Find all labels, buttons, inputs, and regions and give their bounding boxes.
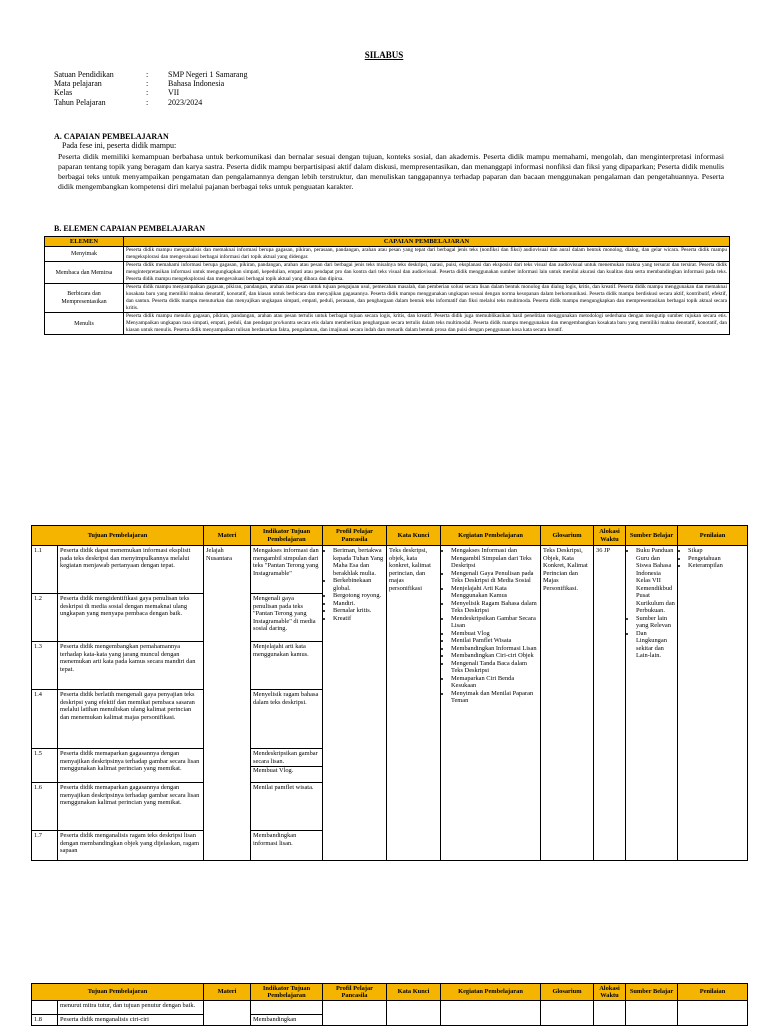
indikator-text: Menjelajahi arti kata menggunakan kamus. [253,643,309,658]
header-profil: Profil Pelajar Pancasila [323,526,387,546]
indikator-text: Mengenali gaya penulisan pada teks "Pantan Terong yang Instagramable" di media sosial daring. [253,595,316,632]
info-label: Kelas [54,88,73,98]
info-separator: : [146,79,149,89]
indikator-text: Membandingkan informasi lisan. [253,832,297,847]
kegiatan-item: • Mengenali Tanda Baca dalam Teks Deskripsi [451,660,538,675]
alokasi-text: 36 JP [594,546,626,861]
section-b-heading: B. ELEMEN CAPAIAN PEMBELAJARAN [54,224,205,233]
header-tujuan: Tujuan Pembelajaran [32,984,204,1001]
sumber-item: • Dan Lingkungan sekitar dan Lain-lain. [636,630,675,660]
info-value: VII [168,88,180,98]
indikator-text: Mendeskripsikan gambar secara lisan. [253,750,318,765]
indikator-cell [251,783,323,831]
profil-cell [323,546,387,861]
profil-item: • Bergotong royong. [333,592,384,600]
info-value: Bahasa Indonesia [168,79,225,89]
tujuan-text: Peserta didik mengidentifikasi gaya penulisan teks deskripsi di media sosial dengan memaknai ulang ungkapan yang menyapa pembaca dengan baik. [58,594,204,642]
tujuan-row [32,546,748,594]
sumber-item: • Buku Panduan Guru dan Siswa Bahasa Indonesia Kelas VII Kemendikbud Pusat Kurikulum dan Perbukuan. [636,547,675,615]
indikator-text: Mengakses informasi dan mengambil simpulan dari teks "Pantan Terong yang Instagramable" [253,547,319,577]
sumber-cell [626,546,678,861]
tujuan-no: 1.2 [32,594,58,642]
info-separator: : [146,70,149,79]
header-profil: Profil Pelajar Pancasila [323,984,387,1001]
capaian-text: Peserta didik mampu menganalisis dan memaknai informasi berupa gagasan, pikiran, perasaan, pandangan, arahan atau pesan yang tepat dari berbagai jenis teks (nonfiksi dan fiksi) audiovisual dan aural dalam bentuk monolog, dialog, dan gelar wicara. Peserta didik mampu mengeksplorasi dan mengevaluasi berbagai informasi dari topik aktual yang didengar. [124,247,730,262]
elemen-row [45,284,730,313]
kegiatan-item: • Menyimak dan Menilai Paparan Teman [451,690,538,705]
indikator-text: Menyelisik ragam bahasa dalam teks deskripsi. [253,691,319,706]
sumber-list [628,547,675,660]
header-kegiatan: Kegiatan Pembelajaran [441,526,541,546]
tujuan-no: 1.1 [32,546,58,594]
kegiatan-item: • Mendeskripsikan Gambar Secara Lisan [451,615,538,630]
glosarium-text: Teks Deskripsi, Objek, Kata Konkret, Kalimat Perincian dan Majas Personifikasi. [541,546,594,861]
kata-kunci-text: Teks deskripsi, objek, kata konkret, kalimat perincian, dan majas personifikasi [387,546,441,861]
profil-item: • Beriman, bertakwa kepada Tuhan Yang Maha Esa dan berakhlak mulia. [333,547,384,577]
elemen-row [45,262,730,284]
tujuan-no: 1.8 [32,1015,58,1026]
info-separator: : [146,88,149,98]
elemen-name: Berbicara dan Mempresentasikan [45,284,124,313]
tujuan-no: 1.6 [32,783,58,831]
sumber-item: • Sumber lain yang Relevan [636,615,675,630]
elemen-row [45,247,730,262]
kegiatan-list [443,547,538,705]
header-materi: Materi [204,526,251,546]
header-kegiatan: Kegiatan Pembelajaran [441,984,541,1001]
capaian-text: Peserta didik mampu menulis gagasan, pikiran, pandangan, arahan atau pesan tertulis untuk berbagai tujuan secara logis, kritis, dan kreatif. Peserta didik juga memublikasikan hasil penelitian menggunakan metodologi sederhana dengan mengutip sumber rujukan secara etis. Menyampaikan ungkapan rasa simpati, empati, peduli, dan pendapat pro/kontra secara etis dalam memberikan penghargaan secara tertulis dalam teks multimodal. Peserta didik mampu menggunakan dan mengembangkan kosakata baru yang memiliki makna denotatif, konotatif, dan kiasan untuk menulis. Peserta didik menyampaikan tulisan berdasarkan fakta, pengalaman, dan imajinasi secara indah dan menarik dalam bentuk prosa dan puisi dengan penggunaan kosa kata secara kreatif. [124,313,730,335]
header-indikator: Indikator Tujuan Pembelajaran [251,526,323,546]
penilaian-item: • Sikap [688,547,745,555]
section-a-body: Peserta didik memiliki kemampuan berbahasa untuk berkomunikasi dan bernalar sesuai dengan tujuan, konteks sosial, dan akademis. Peserta didik mampu memahami, mengolah, dan menginterpretasi informasi paparan tentang topik yang beragam dan karya sastra. Peserta didik mampu berpartisipasi aktif dalam diskusi, mempresentasikan, dan menanggapi informasi nonfiksi dan fiksi yang dipaparkan; Peserta didik menulis berbagai teks untuk menyampaikan pengamatan dan pengalamannya dengan lebih terstruktur, dan menuliskan tanggapannya terhadap paparan dan bacaan menggunakan pengalaman dan pengetahuannya. Peserta didik mengembangkan kompetensi diri melalui pajanan berbagai teks untuk penguatan karakter. [58,152,724,191]
indikator-cell [251,642,323,690]
indikator-cell [251,749,323,783]
header-penilaian: Penilaian [678,984,748,1001]
tujuan-text: Peserta didik dapat menemukan informasi eksplisit pada teks deskripsi dan menyimpulkannya melalui kegiatan menjawab pertanyaan dengan tepat. [58,546,204,594]
tujuan-no: 1.4 [32,690,58,749]
indikator-text: Membandingkan [251,1015,323,1026]
penilaian-item: • Keterampilan [688,562,745,570]
indikator-cell [251,546,323,594]
kegiatan-item: • Menjelajahi Arti Kata Menggunakan Kamus [451,585,538,600]
elemen-name: Membaca dan Memirsa [45,262,124,284]
materi-text: Jelajah Nusantara [204,546,251,861]
capaian-text: Peserta didik memahami informasi berupa gagasan, pikiran, pandangan, arahan atau pesan dari berbagai jenis teks misalnya teks deskripsi, narasi, puisi, eksplanasi dan eksposisi dari teks visual dan audiovisual untuk menemukan makna yang tersurat dan tersirat. Peserta didik menginterpretasikan informasi untuk mengungkapkan simpati, kepedulian, empati atau pendapat pro dan kontra dari teks visual dan audiovisual. Peserta didik menggunakan sumber informasi lain untuk menilai akurasi dan kualitas data serta membandingkan informasi pada teks. Peserta didik mampu mengeksplorasi dan mengevaluasi berbagai topik aktual yang dibaca dan dipirsa. [124,262,730,284]
header-indikator: Indikator Tujuan Pembelajaran [251,984,323,1001]
tujuan-cont-text: menurut mitra tutur, dan tujuan penutur dengan baik. [58,1001,204,1015]
info-row [54,70,247,79]
kegiatan-item: • Membandingkan Informasi Lisan [451,645,538,653]
info-row [54,98,247,107]
kegiatan-item: • Mengenali Gaya Penulisan pada Teks Deskripsi di Media Sosial [451,570,538,585]
penilaian-item: • Pengetahuan [688,555,745,563]
syllabus-table-continued [31,983,748,1026]
kegiatan-item: • Membandingkan Ciri-ciri Objek [451,652,538,660]
indikator-cell [251,690,323,749]
page-title: SILABUS [364,50,404,60]
section-a-intro: Pada fese ini, peserta didik mampu: [62,141,177,150]
header-glosarium: Glosarium [541,984,594,1001]
indikator-text: Membuat Vlog. [251,766,322,775]
elemen-name: Menulis [45,313,124,335]
header-tujuan: Tujuan Pembelajaran [32,526,204,546]
tujuan-no: 1.3 [32,642,58,690]
syllabus-table [31,525,748,861]
profil-item: • Kreatif [333,615,384,623]
penilaian-list [680,547,745,570]
info-block [54,70,247,107]
header-capaian: CAPAIAN PEMBELAJARAN [124,237,730,247]
header-penilaian: Penilaian [678,526,748,546]
header-sumber: Sumber Belajar [626,984,678,1001]
info-row [54,88,247,97]
elemen-name: Menyimak [45,247,124,262]
indikator-text: Menilai pamflet wisata. [253,784,314,791]
indikator-cell [251,831,323,861]
info-label: Mata pelajaran [54,79,102,89]
info-row [54,79,247,88]
kegiatan-item: • Memaparkan Ciri Benda Kesukaan [451,675,538,690]
tujuan-text: Peserta didik menganalisis ragam teks deskripsi lisan dengan membandingkan objek yang dijelaskan, ragam sapaan [58,831,204,861]
indikator-cell [251,594,323,642]
header-kata-kunci: Kata Kunci [387,526,441,546]
tujuan-text: Peserta didik berlatih mengenali gaya penyajian teks deskripsi yang efektif dan memikat pembaca sasaran melalui latihan menuliskan ulang kalimat perincian dan menemukan kalimat majas personifikasi. [58,690,204,749]
header-alokasi: Alokasi Waktu [594,984,626,1001]
header-glosarium: Glosarium [541,526,594,546]
profil-item: • Mandiri. [333,600,384,608]
info-label: Satuan Pendidikan [54,70,114,79]
kegiatan-item: • Mengakses Informasi dan Mengambil Simpulan dari Teks Deskripsi [451,547,538,570]
kegiatan-item: • Menyelisik Ragam Bahasa dalam Teks Deskripsi [451,600,538,615]
capaian-text: Peserta didik mampu menyampaikan gagasan, pikiran, pandangan, arahan atau pesan untuk tujuan pengajuan usul, pemecahan masalah, dan pemberian solusi secara lisan dalam bentuk monolog dan dialog logis, kritis, dan kreatif. Peserta didik mampu menggunakan dan memaknai kosakata baru yang memiliki makna denotatif, konotatif, dan kiasan untuk berbicara dan menyajikan gagasannya. Peserta didik mampu menggunakan ungkapan sesuai dengan norma kesopanan dalam berkomunikasi. Peserta didik mampu berdiskusi secara aktif, kontributif, efektif, dan santun. Peserta didik mampu menuturkan dan menyajikan ungkapan simpati, empati, peduli, perasaan, dan penghargaan dalam bentuk teks informatif dan fiksi melalui teks multimoda. Peserta didik mampu mengungkapkan dan mempresentasikan berbagai topik aktual secara kritis. [124,284,730,313]
profil-item: • Berkebinekaan global. [333,577,384,592]
header-sumber: Sumber Belajar [626,526,678,546]
kegiatan-item: • Membuat Vlog [451,630,538,638]
info-separator: : [146,97,149,107]
header-materi: Materi [204,984,251,1001]
kegiatan-item: • Menilai Pamflet Wisata [451,637,538,645]
tujuan-text: Peserta didik memaparkan gagasannya dengan menyajikan deskripsinya terhadap gambar secara lisan menggunakan kalimat perincian yang memikat. [58,749,204,783]
section-a-heading: A. CAPAIAN PEMBELAJARAN [54,132,169,141]
tujuan-text: Peserta didik mengembangkan pemahamannya terhadap kata-kata yang jarang muncul dengan menemukan arti kata pada kamus secara mandiri dan tepat. [58,642,204,690]
info-value: SMP Negeri 1 Samarang [168,70,248,79]
profil-item: • Bernalar kritis. [333,607,384,615]
tujuan-no: 1.7 [32,831,58,861]
info-label: Tahun Pelajaran [54,97,106,107]
penilaian-cell [678,546,748,861]
kegiatan-cell [441,546,541,861]
elemen-row [45,313,730,335]
info-value: 2023/2024 [168,97,203,107]
tujuan-text: Peserta didik menganalisis ciri-ciri [58,1015,204,1026]
header-alokasi: Alokasi Waktu [594,526,626,546]
header-elemen: ELEMEN [45,237,124,247]
header-kata-kunci: Kata Kunci [387,984,441,1001]
profil-list [325,547,384,622]
tujuan-no: 1.5 [32,749,58,783]
elemen-table [44,236,730,335]
tujuan-text: Peserta didik memaparkan gagasannya dengan menyajikan deskripsinya terhadap gambar secara lisan menggunakan kalimat perincian yang memikat. [58,783,204,831]
